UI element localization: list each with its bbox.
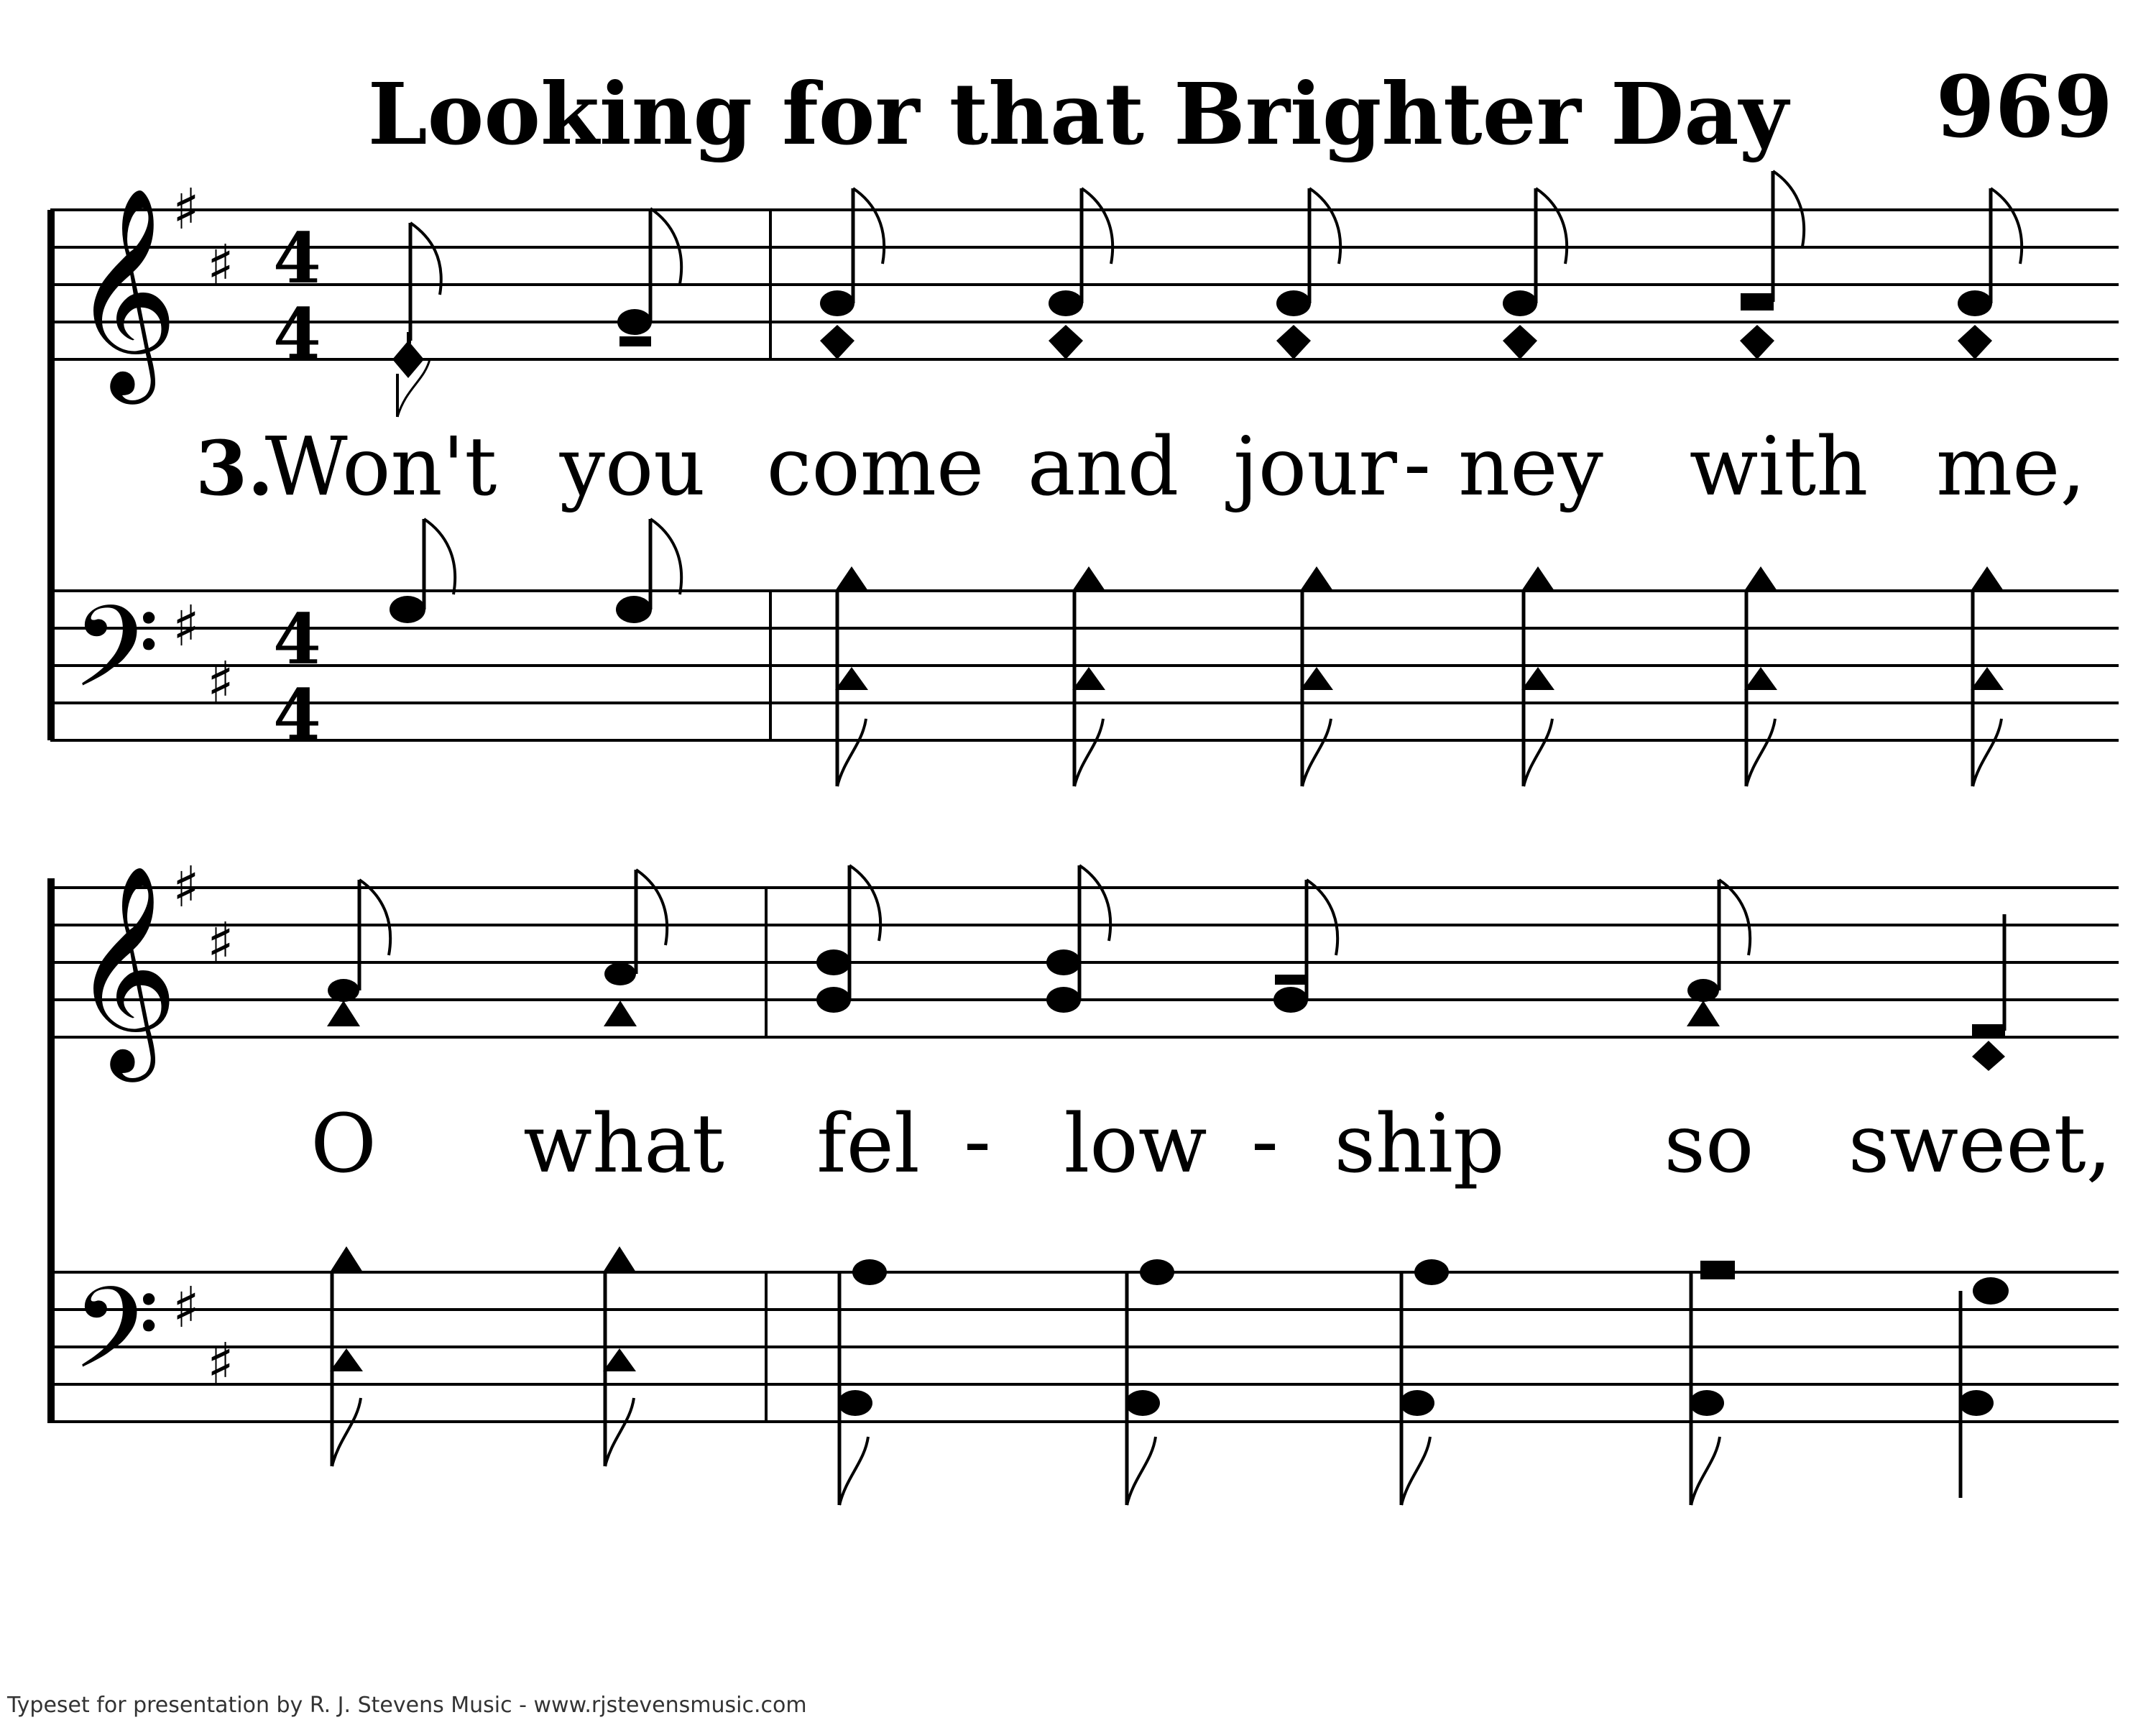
hymn-number: 969 (1935, 57, 2113, 157)
treble-chord (1972, 914, 2005, 1071)
lyric-syllable: ney (1458, 420, 1603, 514)
lyric-syllable: so (1664, 1098, 1754, 1191)
system-2 (47, 855, 2119, 1505)
lyric-syllable: and (1027, 420, 1179, 514)
key-sharp-icon: ♯ (207, 911, 234, 976)
lyric-hyphen: - (1251, 1095, 1279, 1188)
treble-clef-icon: 𝄞 (72, 863, 178, 1072)
treble-chord (820, 188, 884, 359)
treble-chord (1958, 188, 2022, 359)
time-signature-top: 4 (273, 218, 321, 299)
bass-chord (603, 1246, 636, 1466)
lyric-syllable: me, (1935, 420, 2086, 514)
bass-chord (1971, 566, 2004, 786)
treble-chord (1049, 188, 1112, 359)
treble-note (392, 223, 441, 417)
lyric-syllable: fel (816, 1098, 920, 1191)
verse-number: 3. (195, 424, 274, 512)
bass-chord (330, 1246, 363, 1466)
lyric-syllable: O (310, 1098, 377, 1191)
treble-chord (1276, 188, 1340, 359)
bass-chord (1521, 566, 1554, 786)
lyric-syllable: come (766, 420, 985, 514)
treble-chord (1740, 171, 1804, 359)
bass-chord (835, 566, 868, 786)
hymn-title: Looking for that Brighter Day (367, 64, 1789, 164)
system-1-bass-staff (50, 591, 2119, 740)
lyric-syllable: ship (1334, 1098, 1505, 1191)
lyric-syllable: with (1689, 420, 1869, 514)
time-signature-top: 4 (273, 599, 321, 680)
system-1-treble-staff (50, 210, 2119, 359)
bass-clef-icon: 𝄢 (72, 1263, 160, 1422)
key-sharp-icon: ♯ (207, 234, 234, 298)
treble-chord (1503, 188, 1567, 359)
bass-note (390, 519, 455, 623)
lyric-syllable: jour (1233, 420, 1397, 514)
lyric-syllable: Won't (264, 420, 497, 514)
time-signature-bottom: 4 (273, 293, 321, 374)
treble-chord (1687, 880, 1750, 1026)
key-sharp-icon: ♯ (172, 1276, 200, 1340)
treble-clef-icon: 𝄞 (72, 185, 178, 395)
lyric-syllable: sweet, (1848, 1098, 2112, 1191)
lyric-hyphen: - (1404, 418, 1431, 511)
lyric-syllable: low (1064, 1098, 1207, 1191)
footer-credit: Typeset for presentation by R. J. Stevens Music - www.rjstevensmusic.com (7, 1693, 807, 1718)
bass-chord (1744, 566, 1777, 786)
treble-chord (604, 870, 667, 1026)
system-1-bracket (47, 210, 55, 740)
bass-chord (838, 1259, 887, 1505)
lyrics-line-2 (310, 1095, 2111, 1191)
treble-chord (327, 880, 390, 1026)
key-sharp-icon: ♯ (172, 594, 200, 659)
key-sharp-icon: ♯ (207, 1332, 234, 1397)
key-sharp-icon: ♯ (172, 178, 200, 242)
system-1 (47, 171, 2119, 786)
lyric-syllable: you (559, 420, 706, 514)
treble-note (1273, 880, 1337, 1013)
bass-chord (1072, 566, 1105, 786)
bass-chord (1300, 566, 1333, 786)
key-sharp-icon: ♯ (207, 650, 234, 715)
system-2-bracket (47, 878, 55, 1423)
bass-chord (1400, 1259, 1449, 1505)
bass-chord (1125, 1259, 1174, 1505)
time-signature-bottom: 4 (273, 674, 321, 755)
lyric-syllable: what (523, 1098, 724, 1191)
bass-clef-icon: 𝄢 (72, 581, 160, 740)
bass-note (616, 519, 681, 623)
treble-note (617, 208, 681, 346)
lyrics-line-1 (195, 418, 2086, 514)
lyric-hyphen: - (964, 1095, 991, 1188)
key-sharp-icon: ♯ (172, 855, 200, 920)
